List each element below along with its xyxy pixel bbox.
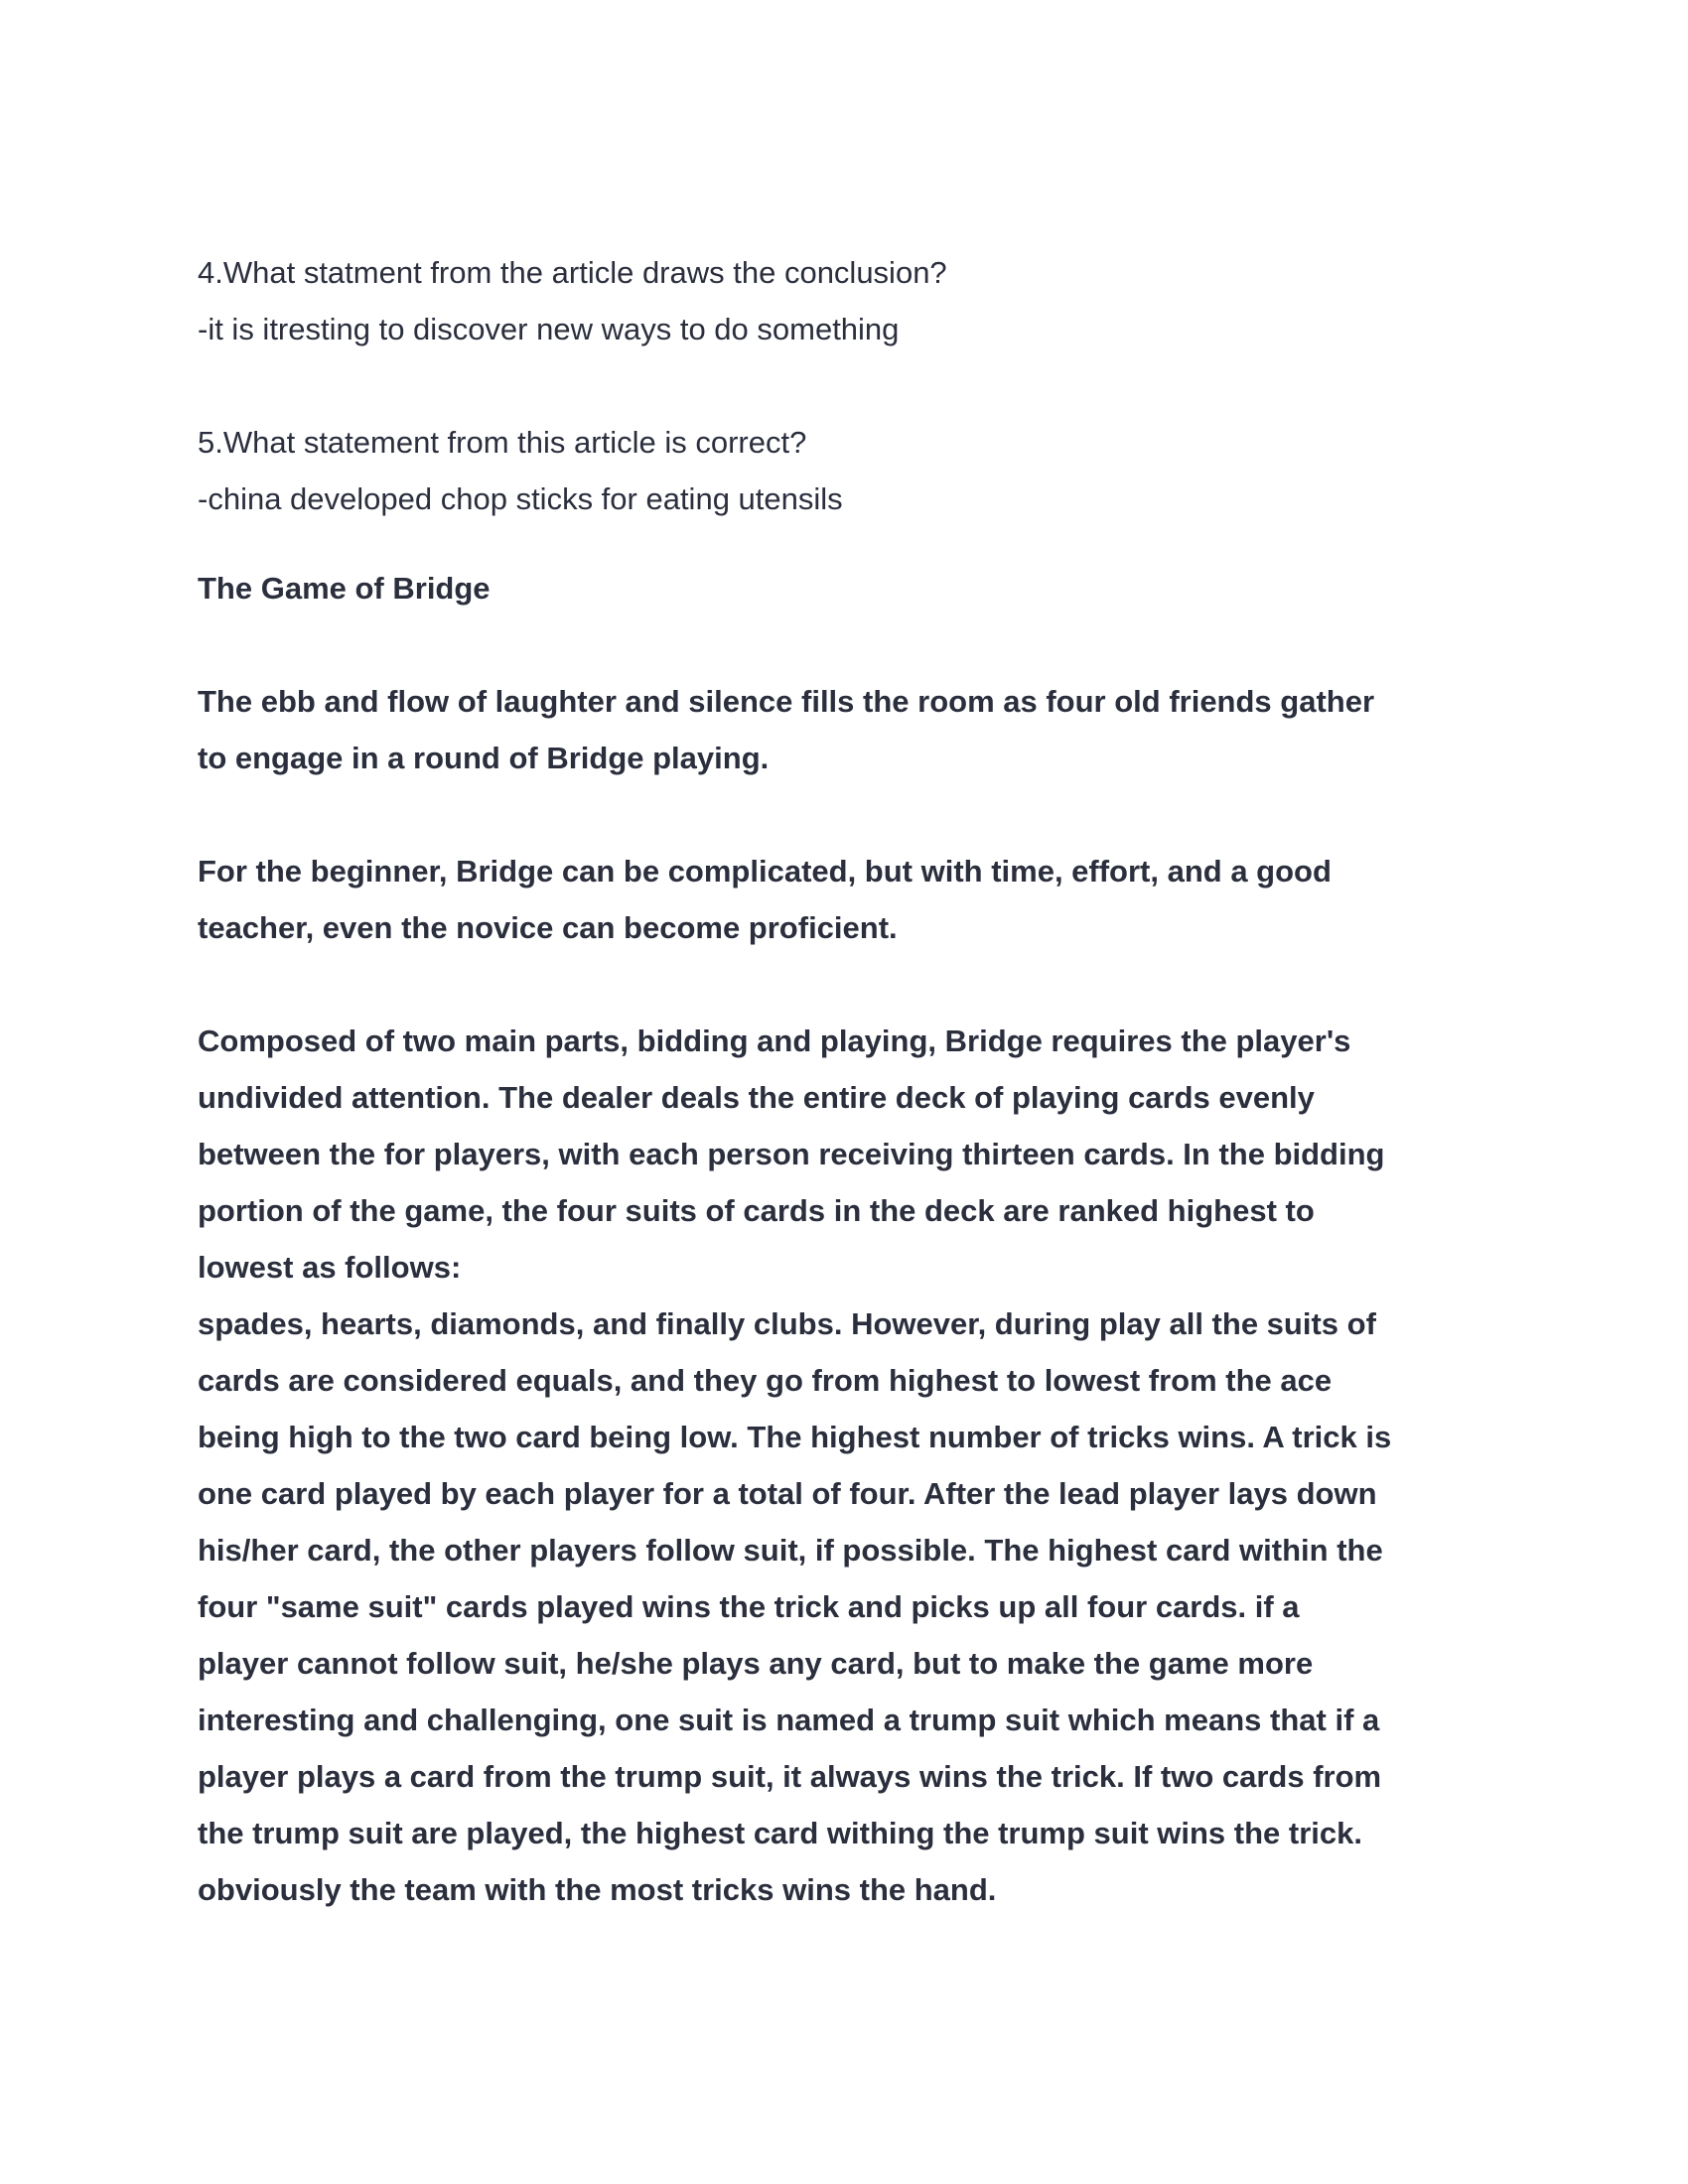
text-line: obviously the team with the most tricks wins the hand. xyxy=(198,1872,997,1907)
text-line: portion of the game, the four suits of cards in the deck are ranked highest to xyxy=(198,1193,1315,1228)
text-line: interesting and challenging, one suit is named a trump suit which means that if a xyxy=(198,1703,1380,1737)
text-line: cards are considered equals, and they go from highest to lowest from the ace xyxy=(198,1363,1333,1398)
article-title: The Game of Bridge xyxy=(198,571,491,606)
text-line: spades, hearts, diamonds, and finally clubs. However, during play all the suits of xyxy=(198,1306,1376,1341)
text-line: The ebb and flow of laughter and silence fills the room as four old friends gather xyxy=(198,684,1375,719)
text-line: player plays a card from the trump suit, it always wins the trick. If two cards from xyxy=(198,1759,1382,1794)
text-line: For the beginner, Bridge can be complicated, but with time, effort, and a good xyxy=(198,854,1332,888)
text-line: to engage in a round of Bridge playing. xyxy=(198,741,770,775)
text-line: lowest as follows: xyxy=(198,1250,462,1285)
text-line: being high to the two card being low. The highest number of tricks wins. A trick is xyxy=(198,1420,1392,1454)
text-line: undivided attention. The dealer deals the entire deck of playing cards evenly xyxy=(198,1080,1315,1115)
text-line: player cannot follow suit, he/she plays any card, but to make the game more xyxy=(198,1646,1314,1681)
text-line: four "same suit" cards played wins the trick and picks up all four cards. if a xyxy=(198,1589,1300,1624)
text-line: between the for players, with each person receiving thirteen cards. In the bidding xyxy=(198,1137,1385,1171)
answer-text: -it is itresting to discover new ways to do something xyxy=(198,312,900,346)
text-line: one card played by each player for a total of four. After the lead player lays down xyxy=(198,1476,1377,1511)
text-line: Composed of two main parts, bidding and playing, Bridge requires the player's xyxy=(198,1024,1351,1058)
text-line: teacher, even the novice can become proficient. xyxy=(198,910,898,945)
answer-text: -china developed chop sticks for eating utensils xyxy=(198,481,843,516)
text-line: the trump suit are played, the highest card withing the trump suit wins the trick. xyxy=(198,1816,1362,1850)
text-line: his/her card, the other players follow suit, if possible. The highest card within the xyxy=(198,1533,1383,1568)
question-text: 5.What statement from this article is correct? xyxy=(198,425,807,460)
question-text: 4.What statment from the article draws the conclusion? xyxy=(198,255,947,290)
